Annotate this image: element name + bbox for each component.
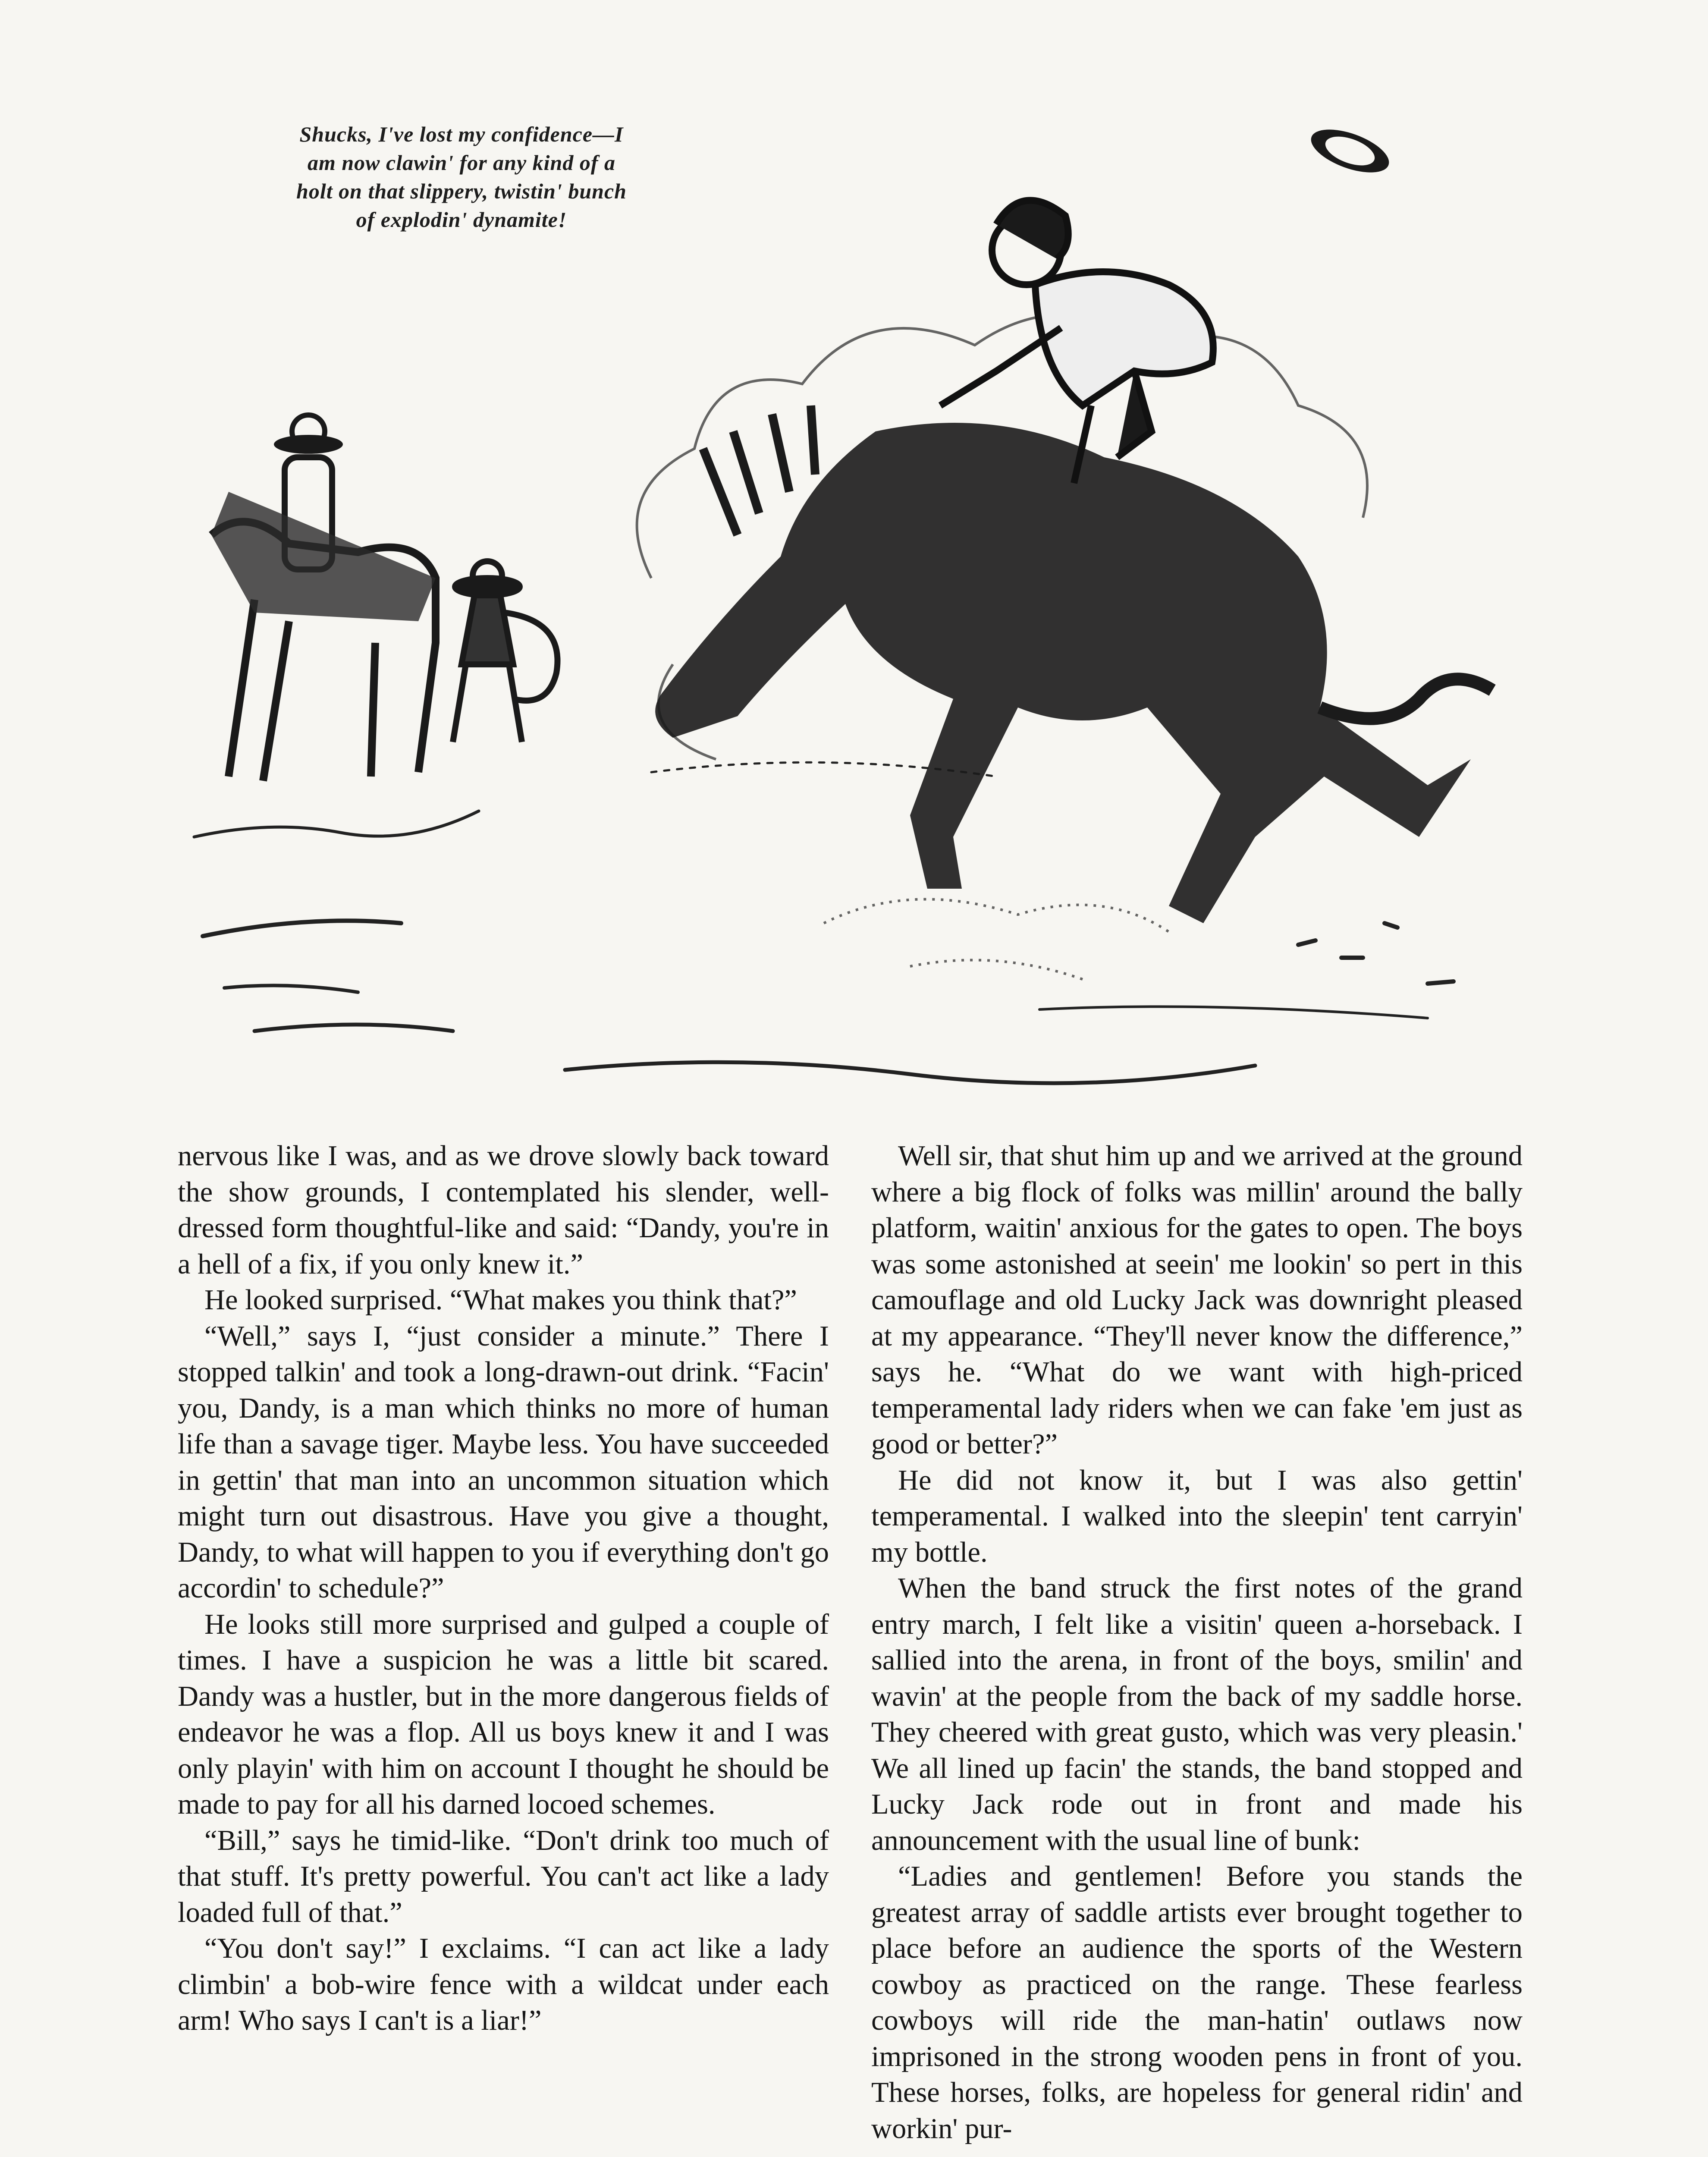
distant-cowboy-icon	[453, 561, 558, 742]
paragraph: nervous like I was, and as we drove slowly back toward the show grounds, I contemplated his slender, well-dressed form thoughtful-like and said: “Dandy, you're in a hell of a fix, if you only knew it.”	[178, 1140, 829, 1280]
left-text-column	[178, 1138, 829, 2039]
paragraph: He looks still more surprised and gulped a couple of times. I have a suspicion he was a little bit scared. Dandy was a hustler, but in the more dangerous fields of endeavor he was a flop. All us boys knew it and I was only playin' with him on account I thought he should be made to pay for all his darned locoed schemes.	[178, 1608, 829, 1820]
caption-line: holt on that slippery, twistin' bunch	[296, 179, 627, 203]
caption-line: of explodin' dynamite!	[356, 208, 567, 232]
paragraph: He did not know it, but I was also gettin' temperamental. I walked into the sleepin' tent carryin' my bottle.	[871, 1464, 1523, 1568]
right-text-column	[871, 1138, 1523, 2147]
caption-line: Shucks, I've lost my confidence—I	[299, 122, 624, 146]
bucking-horse-illustration	[177, 104, 1531, 1113]
distant-rider-icon	[211, 415, 436, 781]
paragraph: When the band struck the first notes of the grand entry march, I felt like a visitin' queen a-horseback. I sallied into the arena, in front of the boys, smilin' and wavin' at the people from the back of my saddle horse. They cheered with great gusto, which was very pleasin.' We all lined up facin' the stands, the band stopped and Lucky Jack rode out in front and made his announcement with the usual line of bunk:	[871, 1572, 1523, 1856]
paragraph: “You don't say!” I exclaims. “I can act like a lady climbin' a bob-wire fence with a wildcat under each arm! Who says I can't is a liar!”	[178, 1933, 829, 2036]
paragraph: “Ladies and gentlemen! Before you stands the greatest array of saddle artists ever brought together to place before an audience the sports of the Western cowboy as practiced on the range. These fearless cowboys will ride the man-hatin' outlaws now imprisoned in the strong wooden pens in front of you. These horses, folks, are hopeless for general ridin' and workin' pur-	[871, 1861, 1523, 2144]
caption-line: am now clawin' for any kind of a	[307, 151, 616, 175]
paragraph: Well sir, that shut him up and we arrived at the ground where a big flock of folks was millin' around the bally platform, waitin' anxious for the gates to open. The boys was some astonished at seein' me lookin' so pert in this camouflage and old Lucky Jack was downright pleased at my appearance. “They'll never know the difference,” says he. “What do we want with high-priced temperamental lady riders when we can fake 'em just as good or better?”	[871, 1140, 1523, 1460]
paragraph: “Bill,” says he timid-like. “Don't drink too much of that stuff. It's pretty powerful. You can't act like a lady loaded full of that.”	[178, 1824, 829, 1928]
flying-hat-icon	[1306, 121, 1394, 181]
paragraph: “Well,” says I, “just consider a minute.” There I stopped talkin' and took a long-drawn-out drink. “Facin' you, Dandy, is a man which thinks no more of human life than a savage tiger. Maybe less. You have succeeded in gettin' that man into an uncommon situation which might turn out disastrous. Have you give a thought, Dandy, to what will happen to you if everything don't go accordin' to schedule?”	[178, 1320, 829, 1604]
paragraph: He looked surprised. “What makes you think that?”	[204, 1284, 797, 1316]
